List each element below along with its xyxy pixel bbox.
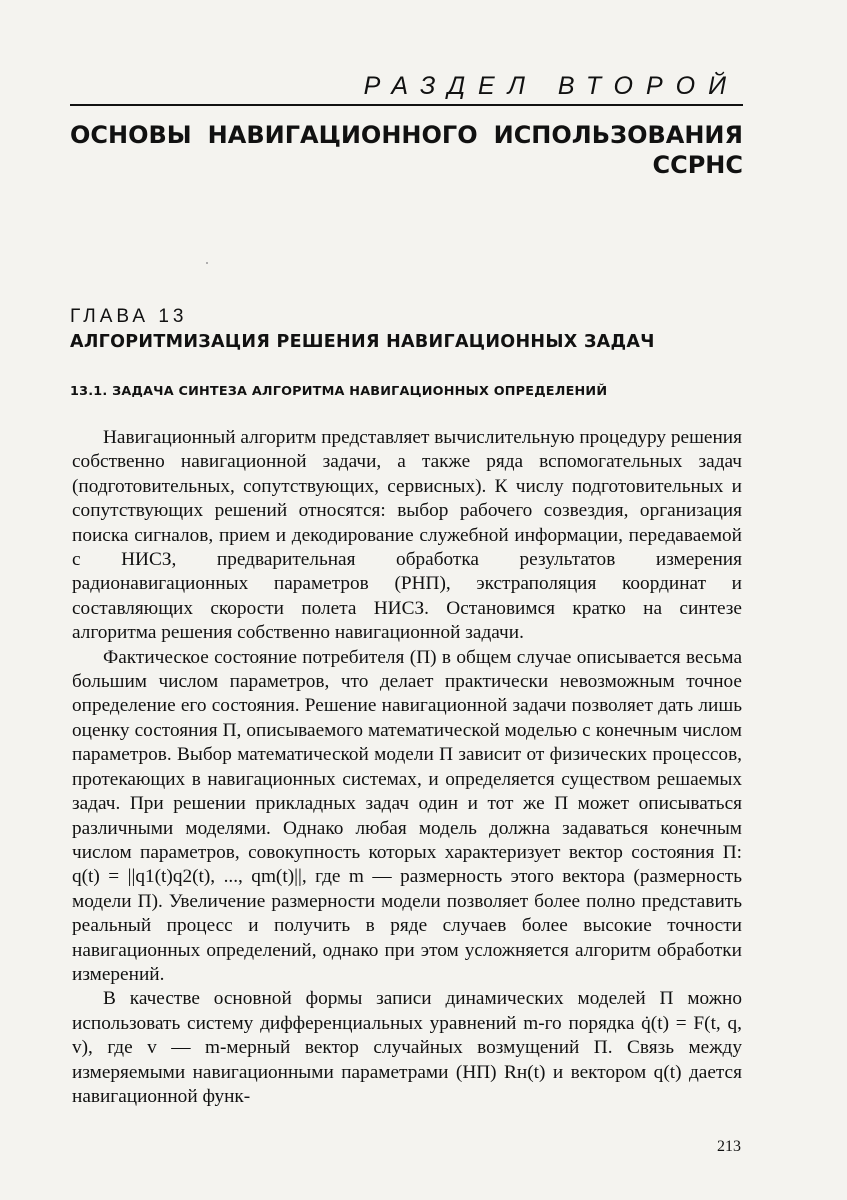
print-speck (206, 262, 208, 264)
part-heading-line-2: ССРНС (652, 151, 743, 179)
paragraph: Навигационный алгоритм представляет вычислительную процедуру решения собственно навигационной задачи, а также ряда вспомогательных задач (подготовительных, сопутствующих, сервисных). К числу подготовительных и сопутствующих решений относятся: выбор рабочего созвездия, организация поиска сигналов, прием и декодирование служебной информации, передаваемой с НИСЗ, предварительная обработка результатов измерения радионавигационных параметров (РНП), экстраполяция координат и составляющих скорости полета НИСЗ. Остановимся кратко на синтезе алгоритма решения собственно навигационной задачи. (72, 427, 742, 644)
part-divider (70, 104, 743, 106)
part-heading-word: ОСНОВЫ (70, 121, 192, 149)
part-label: РАЗДЕЛ ВТОРОЙ (363, 72, 739, 100)
part-heading-word: НАВИГАЦИОННОГО (207, 121, 478, 149)
page-number: 213 (717, 1138, 741, 1155)
paragraph: В качестве основной формы записи динамических моделей П можно использовать систему дифференциальных уравнений m-го порядка q̇(t) = F(t, q, v), где v — m-мерный вектор случайных возмущений П. Связь между измеряемыми навигационными параметрами (НП) Rн(t) и вектором q(t) дается навигационной функ- (72, 988, 742, 1107)
chapter-title: АЛГОРИТМИЗАЦИЯ РЕШЕНИЯ НАВИГАЦИОННЫХ ЗАДАЧ (70, 332, 655, 352)
body-text (72, 426, 742, 1109)
section-title: 13.1. ЗАДАЧА СИНТЕЗА АЛГОРИТМА НАВИГАЦИОННЫХ ОПРЕДЕЛЕНИЙ (70, 384, 608, 399)
part-heading-word: ИСПОЛЬЗОВАНИЯ (493, 121, 743, 149)
part-heading (70, 120, 743, 180)
paragraph: Фактическое состояние потребителя (П) в общем случае описывается весьма большим числом параметров, что делает практически невозможным точное определение его состояния. Решение навигационной задачи позволяет дать лишь оценку состояния П, описываемого математической моделью с конечным числом параметров. Выбор математической модели П зависит от физических процессов, протекающих в навигационных системах, и определяется существом решаемых задач. При решении прикладных задач один и тот же П может описываться различными моделями. Однако любая модель должна задаваться конечным числом параметров, совокупность которых характеризует вектор состояния П: q(t) = ||q1(t)q2(t), ..., qm(t)||, где m — размерность этого вектора (размерность модели П). Увеличение размерности модели позволяет более полно представить реальный процесс и получить в ряде случаев более высокие точности навигационных определений, однако при этом усложняется алгоритм обработки измерений. (72, 646, 742, 985)
chapter-number: ГЛАВА 13 (70, 306, 188, 327)
part-heading-line-1 (70, 120, 743, 150)
